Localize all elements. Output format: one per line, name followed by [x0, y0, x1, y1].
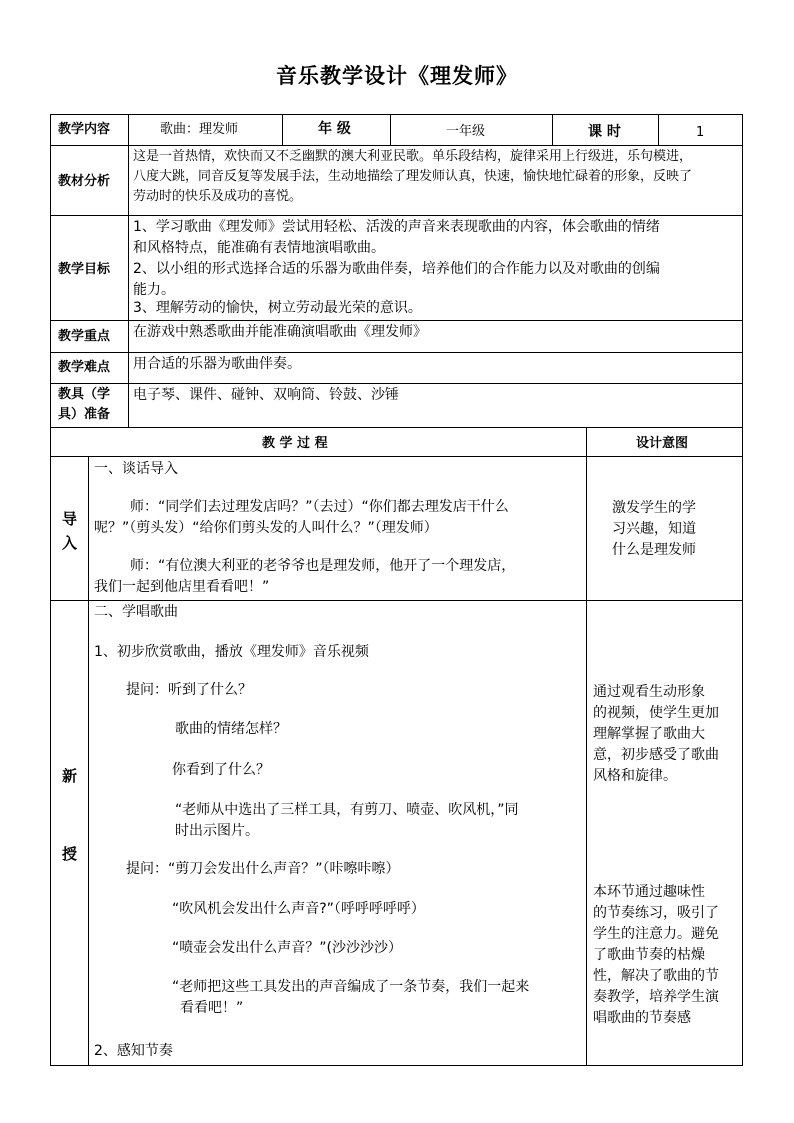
question: 歌曲的情绪怎样？: [175, 721, 287, 737]
intro-intent-line: 习兴趣，知道: [612, 521, 696, 537]
quote-line: 看看吧！”: [180, 1000, 244, 1016]
new-lesson-intent-line: 本环节通过趣味性: [593, 884, 705, 900]
document-title: 音乐教学设计《理发师》: [276, 64, 518, 88]
objective-line: 和风格特点，能准确有表情地演唱歌曲。: [133, 240, 385, 256]
intro-intent-line: 激发学生的学: [612, 500, 696, 516]
question: 你看到了什么？: [172, 762, 270, 778]
new-lesson-intent-line: 的视频，使学生更加: [593, 705, 719, 721]
new-lesson-intent-line: 理解掌握了歌曲大: [593, 726, 705, 742]
question: 提问：“剪刀会发出什么声音？”（咔嚓咔嚓）: [126, 861, 400, 877]
intro-label-1: 导: [62, 510, 78, 528]
period-value: 1: [696, 125, 705, 140]
period-label: 课 时: [588, 124, 621, 140]
process-header: 教 学 过 程: [262, 436, 328, 451]
key-point-label: 教学重点: [58, 329, 111, 344]
tools-label-line1: 教具（学: [58, 387, 111, 402]
question: 提问：听到了什么？: [126, 682, 252, 698]
quote-line: “老师从中选出了三样工具，有剪刀、喷壶、吹风机，”同: [175, 802, 519, 818]
new-lesson-intent-line: 学生的注意力。避免: [593, 926, 719, 942]
intro-heading: 一、谈话导入: [94, 461, 178, 477]
tools-value: 电子琴、课件、碰钟、双响筒、铃鼓、沙锤: [133, 387, 399, 403]
key-point-value: 在游戏中熟悉歌曲并能准确演唱歌曲《理发师》: [133, 324, 427, 340]
step-2: 2、感知节奏: [94, 1043, 173, 1059]
new-lesson-intent-line: 的节奏练习，吸引了: [593, 905, 719, 921]
new-lesson-intent-line: 意，初步感受了歌曲: [593, 747, 719, 763]
analysis-line: 八度大跳，同音反复等发展手法，生动地描绘了理发师认真，快速，愉快地忙碌着的形象，反映了: [133, 169, 693, 184]
objective-line: 1、学习歌曲《理发师》尝试用轻松、活泼的声音来表现歌曲的内容，体会歌曲的情绪: [133, 219, 660, 235]
objective-line: 能力。: [133, 282, 175, 298]
new-lesson-intent-line: 风格和旋律。: [593, 768, 677, 784]
difficulty-value: 用合适的乐器为歌曲伴奏。: [133, 356, 301, 372]
analysis-line: 劳动时的快乐及成功的喜悦。: [133, 189, 303, 204]
new-lesson-intent-line: 唱歌曲的节奏感: [593, 1010, 691, 1026]
step-1: 1、初步欣赏歌曲，播放《理发师》音乐视频: [94, 644, 369, 660]
intro-paragraph-line: 呢？”（剪头发）“给你们剪头发的人叫什么？”（理发师）: [94, 520, 438, 536]
content-value: 歌曲：理发师: [160, 122, 239, 137]
quote-line: “老师把这些工具发出的声音编成了一条节奏，我们一起来: [172, 979, 530, 995]
new-lesson-label-2: 授: [62, 845, 78, 863]
analysis-label: 教材分析: [58, 174, 111, 189]
new-lesson-label-1: 新: [62, 767, 78, 785]
intro-paragraph-line: 师：“同学们去过理发店吗？”（去过）“你们都去理发店干什么: [130, 499, 509, 515]
question: “喷壶会发出什么声音？”(沙沙沙沙）: [172, 940, 402, 956]
intro-paragraph-line: 师：“有位澳大利亚的老爷爷也是理发师，他开了一个理发店，: [130, 558, 516, 574]
objective-line: 3、理解劳动的愉快，树立劳动最光荣的意识。: [133, 300, 422, 316]
new-lesson-intent-line: 性，解决了歌曲的节: [593, 968, 719, 984]
question: “吹风机会发出什么声音?”（呼呼呼呼呼）: [172, 901, 425, 917]
objective-line: 2、以小组的形式选择合适的乐器为歌曲伴奏，培养他们的合作能力以及对歌曲的创编: [133, 261, 660, 277]
new-lesson-intent-line: 了歌曲节奏的枯燥: [593, 947, 705, 963]
analysis-line: 这是一首热情，欢快而又不乏幽默的澳大利亚民歌。单乐段结构，旋律采用上行级进，乐句模进，: [133, 149, 693, 164]
content-label: 教学内容: [58, 122, 111, 137]
intent-header: 设计意图: [636, 436, 689, 451]
intro-label-2: 入: [62, 534, 78, 552]
grade-label: 年 级: [318, 121, 351, 137]
tools-label-line2: 具）准备: [58, 407, 111, 422]
intro-intent-line: 什么是理发师: [612, 542, 696, 558]
grade-value: 一年级: [446, 124, 486, 139]
intro-paragraph-line: 我们一起到他店里看看吧！”: [94, 579, 270, 595]
quote-line: 时出示图片。: [175, 823, 259, 839]
new-lesson-heading: 二、学唱歌曲: [94, 604, 178, 620]
new-lesson-intent-line: 奏教学，培养学生演: [593, 989, 719, 1005]
objectives-label: 教学目标: [58, 262, 111, 277]
new-lesson-intent-line: 通过观看生动形象: [593, 684, 705, 700]
difficulty-label: 教学难点: [58, 360, 111, 375]
